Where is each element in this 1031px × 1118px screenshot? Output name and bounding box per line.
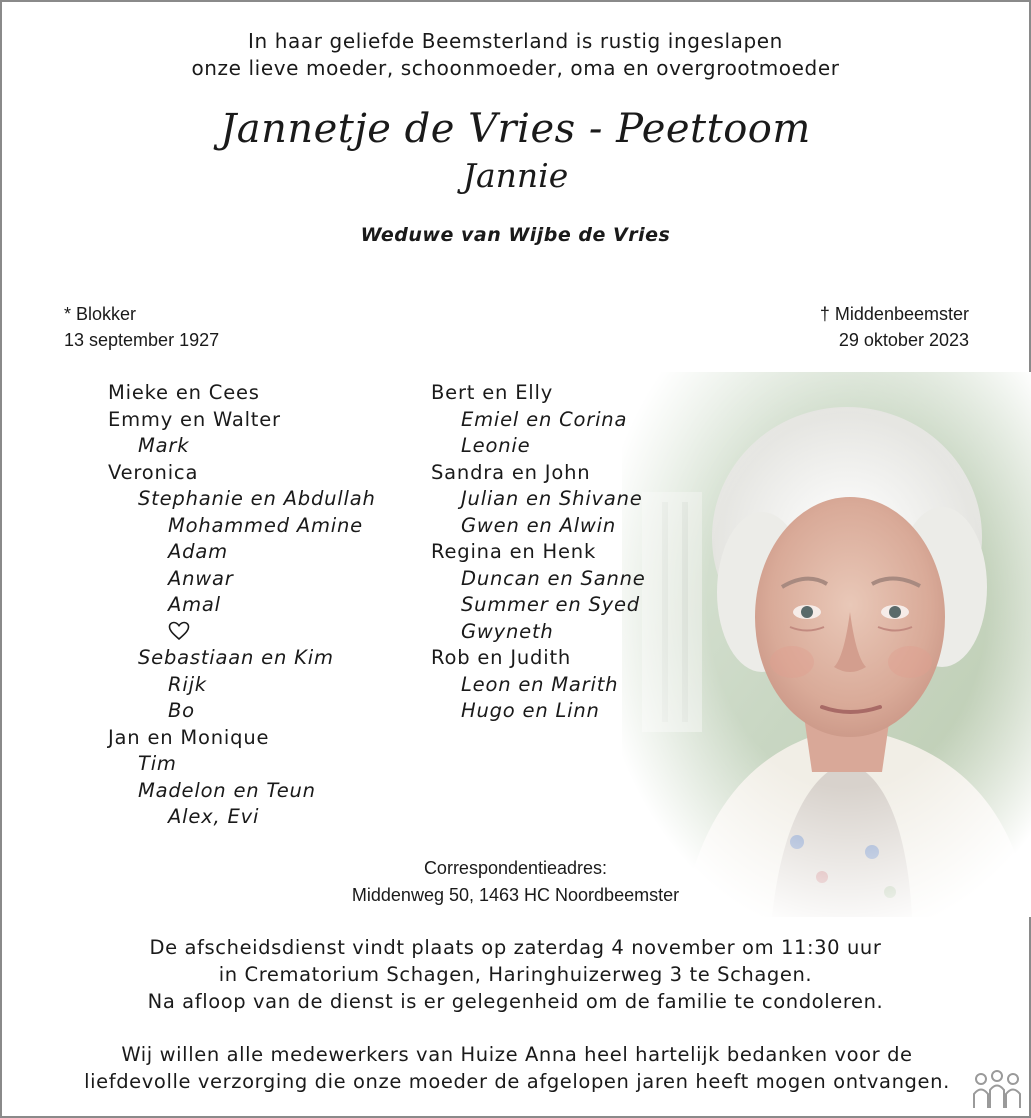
thanks-line-2: liefdevolle verzorging die onze moeder de afgelopen jaren heeft mogen ontvangen. [84,1070,950,1093]
intro-line-1: In haar geliefde Beemsterland is rustig ingeslapen [248,29,783,53]
family-list-right [431,380,646,725]
family-member: Veronica [108,460,199,484]
family-member: Mohammed Amine [168,513,363,537]
birth-place: * Blokker [64,304,137,324]
family-member: Jan en Monique [108,725,270,749]
family-member: Emmy en Walter [108,407,281,431]
correspondence-label: Correspondentieadres: [423,858,608,878]
family-member: Leonie [461,434,531,457]
family-member: Adam [168,540,228,563]
family-member: Summer en Syed [461,593,640,616]
family-member: Alex, Evi [168,805,260,828]
family-member: Regina en Henk [431,540,597,563]
family-member: Amal [168,593,221,616]
family-member: Hugo en Linn [461,699,600,722]
family-member: Rijk [168,672,207,696]
family-member: Tim [138,752,177,775]
family-member: Sebastiaan en Kim [138,646,334,669]
family-member: Duncan en Sanne [461,566,646,590]
heart-icon [168,621,190,641]
portrait-photo [622,372,1031,917]
family-logo-icon [971,1070,1023,1110]
family-member-heart [108,619,376,646]
family-member: Gwen en Alwin [461,513,617,537]
widow-of: Weduwe van Wijbe de Vries [360,224,671,246]
service-line-2: in Crematorium Schagen, Haringhuizerweg 3 te Schagen. [218,963,813,986]
family-member: Mark [138,434,190,457]
family-member: Stephanie en Abdullah [138,487,376,510]
family-member: Madelon en Teun [138,778,316,802]
family-member: Gwyneth [461,619,554,643]
correspondence-street: Middenweg 50, 1463 HC Noordbeemster [351,885,680,905]
thanks-line-1: Wij willen alle medewerkers van Huize Anna heel hartelijk bedanken voor de [121,1043,913,1066]
intro-line-2: onze lieve moeder, schoonmoeder, oma en overgrootmoeder [191,56,840,80]
service-line-3: Na afloop van de dienst is er gelegenheid om de familie te condoleren. [147,990,884,1013]
intro-text [2,28,1029,82]
thanks-text [22,1041,1012,1095]
family-member: Bo [168,699,195,722]
birth-info [64,301,219,353]
family-list-left [108,380,376,831]
family-member: Emiel en Corina [461,407,628,431]
death-place: † Middenbeemster [819,304,969,324]
family-member: Mieke en Cees [108,381,260,404]
family-member: Julian en Shivane [461,487,643,510]
family-member: Anwar [168,566,234,590]
death-info [820,301,969,353]
death-date: 29 oktober 2023 [838,330,969,350]
family-member: Rob en Judith [431,646,572,669]
family-member: Sandra en John [431,460,591,484]
deceased-full-name: Jannetje de Vries - Peettoom [220,106,811,152]
service-info [2,934,1029,1015]
family-member: Bert en Elly [431,381,554,404]
family-member: Leon en Marith [461,672,619,696]
birth-date: 13 september 1927 [64,330,220,350]
service-line-1: De afscheidsdienst vindt plaats op zaterdag 4 november om 11:30 uur [149,936,882,959]
deceased-nickname: Jannie [462,156,569,195]
correspondence-address [2,855,1029,909]
